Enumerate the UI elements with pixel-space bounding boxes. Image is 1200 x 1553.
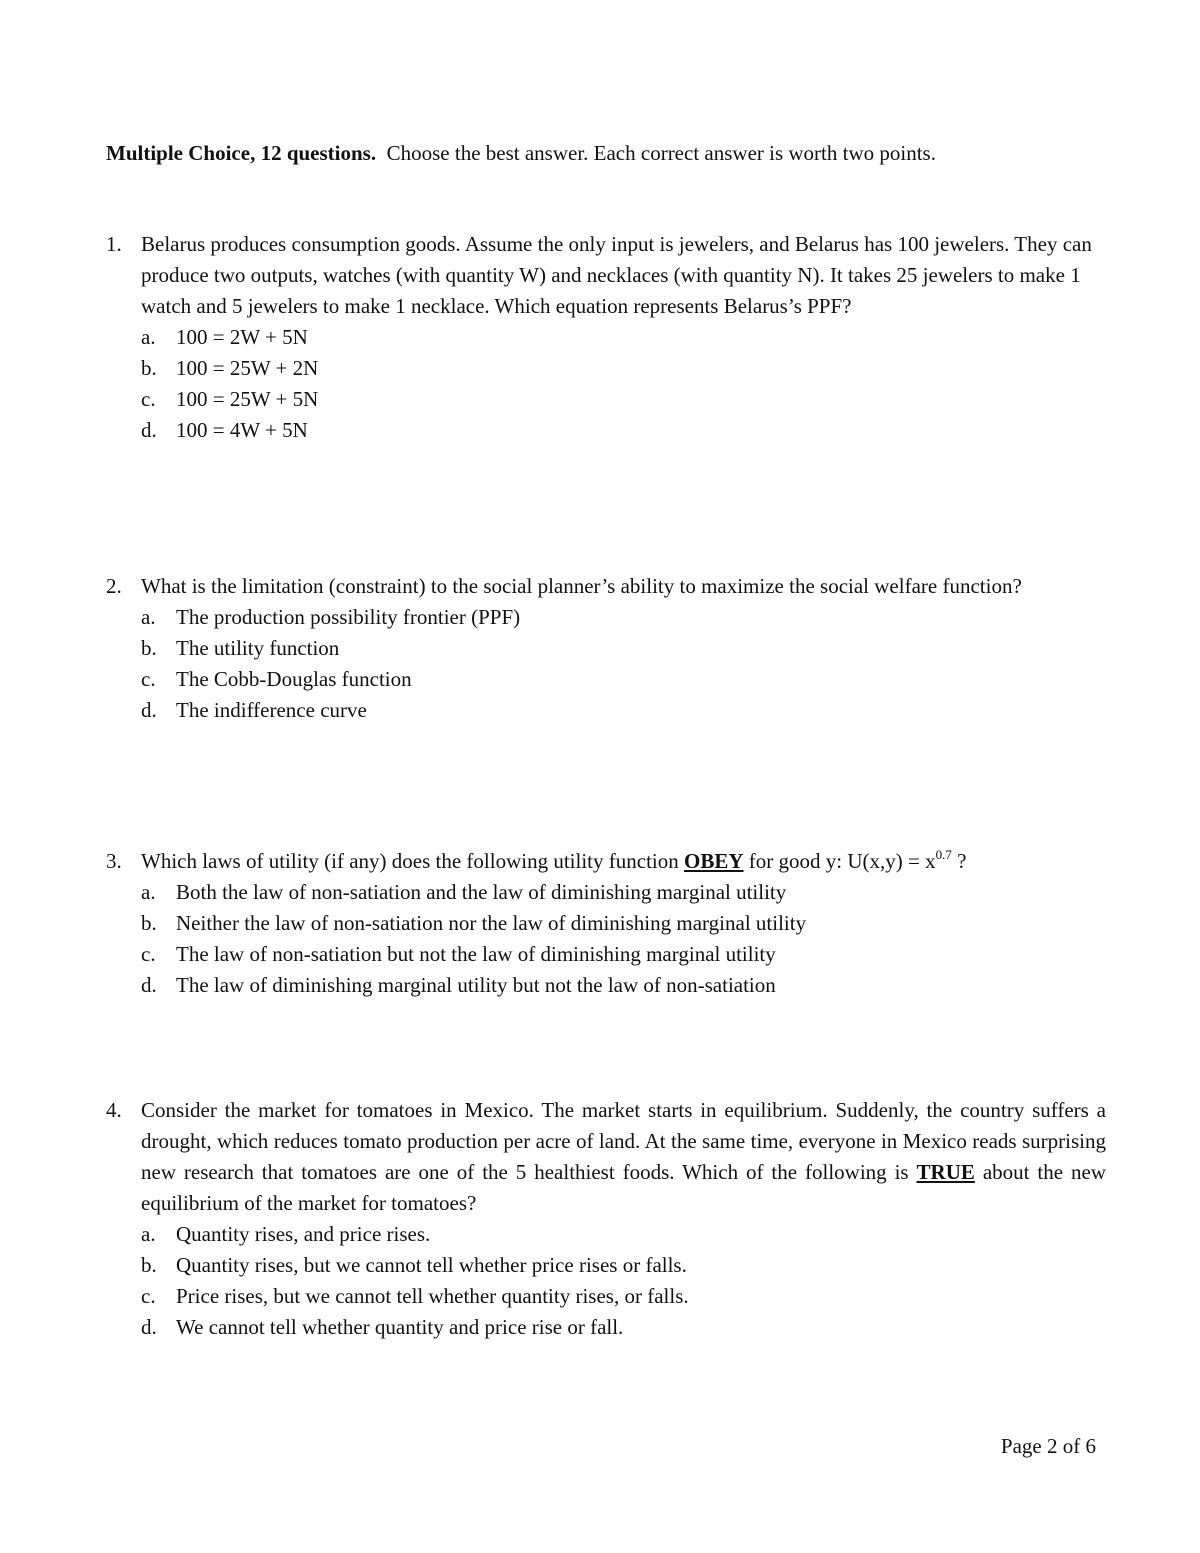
option-a[interactable] xyxy=(141,877,1106,908)
option-text: Quantity rises, and price rises. xyxy=(176,1222,431,1246)
question-number: 3. xyxy=(106,849,122,873)
question-text-start: Which laws of utility (if any) does the following utility function xyxy=(141,849,679,873)
question-1 xyxy=(106,229,1106,446)
option-letter: b. xyxy=(141,356,157,380)
page-number: Page 2 of 6 xyxy=(1000,1434,1096,1458)
option-text: 100 = 4W + 5N xyxy=(176,418,308,442)
option-letter: a. xyxy=(141,605,156,629)
option-a[interactable] xyxy=(141,322,1106,353)
option-letter: c. xyxy=(141,1284,156,1308)
option-b[interactable] xyxy=(141,908,1106,939)
question-text-continued: for good y: U(x,y) = x xyxy=(748,849,936,873)
option-d[interactable] xyxy=(141,1312,1106,1343)
option-text: Neither the law of non-satiation nor the law of diminishing marginal utility xyxy=(176,911,807,935)
option-text: 100 = 25W + 2N xyxy=(176,356,319,380)
question-text xyxy=(141,846,1106,877)
question-text: What is the limitation (constraint) to the social planner’s ability to maximize the social welfare function? xyxy=(141,574,1022,598)
emphasis-true: TRUE xyxy=(916,1160,975,1184)
option-letter: b. xyxy=(141,636,157,660)
question-text: Belarus produces consumption goods. Assume the only input is jewelers, and Belarus has 100 jewelers. They can produce two outputs, watches (with quantity W) and necklaces (with quantity N). It takes 25 jewelers to make 1 watch and 5 jewelers to make 1 necklace. Which equation represents Belarus’s PPF? xyxy=(141,232,1092,318)
question-text-continued: about the new equilibrium of the market for tomatoes? xyxy=(141,1160,1107,1215)
answer-options xyxy=(106,602,1106,726)
option-text: We cannot tell whether quantity and price rise or fall. xyxy=(176,1315,624,1339)
answer-options xyxy=(106,877,1106,1001)
option-text: The law of diminishing marginal utility but not the law of non-satiation xyxy=(176,973,776,997)
answer-options xyxy=(106,1219,1106,1343)
option-b[interactable] xyxy=(141,1250,1106,1281)
option-c[interactable] xyxy=(141,1281,1106,1312)
option-text: The law of non-satiation but not the law of diminishing marginal utility xyxy=(176,942,776,966)
instructions-text: Choose the best answer. Each correct answer is worth two points. xyxy=(386,141,936,165)
option-letter: d. xyxy=(141,1315,157,1339)
option-text: Price rises, but we cannot tell whether quantity rises, or falls. xyxy=(176,1284,689,1308)
option-letter: d. xyxy=(141,418,157,442)
option-text: The utility function xyxy=(176,636,340,660)
option-a[interactable] xyxy=(141,1219,1106,1250)
option-b[interactable] xyxy=(141,633,1106,664)
option-letter: a. xyxy=(141,880,156,904)
exponent: 0.7 xyxy=(935,847,952,862)
option-c[interactable] xyxy=(141,939,1106,970)
question-text-end: ? xyxy=(951,849,967,873)
option-b[interactable] xyxy=(141,353,1106,384)
option-text: The production possibility frontier (PPF) xyxy=(176,605,521,629)
option-d[interactable] xyxy=(141,695,1106,726)
question-number: 4. xyxy=(106,1098,122,1122)
option-c[interactable] xyxy=(141,384,1106,415)
instructions xyxy=(106,139,936,167)
option-text: 100 = 2W + 5N xyxy=(176,325,308,349)
option-letter: d. xyxy=(141,698,157,722)
option-letter: b. xyxy=(141,1253,157,1277)
option-letter: d. xyxy=(141,973,157,997)
option-text: Both the law of non-satiation and the law of diminishing marginal utility xyxy=(176,880,787,904)
question-text xyxy=(141,1095,1106,1219)
instructions-heading: Multiple Choice, 12 questions. xyxy=(106,141,377,165)
question-number: 2. xyxy=(106,574,122,598)
option-text: The Cobb-Douglas function xyxy=(176,667,412,691)
option-letter: a. xyxy=(141,325,156,349)
option-d[interactable] xyxy=(141,415,1106,446)
option-letter: a. xyxy=(141,1222,156,1246)
question-number: 1. xyxy=(106,232,122,256)
emphasis-obey: OBEY xyxy=(684,849,744,873)
option-text: Quantity rises, but we cannot tell whether price rises or falls. xyxy=(176,1253,687,1277)
option-d[interactable] xyxy=(141,970,1106,1001)
question-2 xyxy=(106,571,1106,726)
question-text-start: Consider the market for tomatoes in Mexico. The market starts in equilibrium. Suddenly, the country suffers a drought, which reduces tomato production per acre of land. At the same time, everyone in Mexico reads surprising new research that tomatoes are one of the 5 healthiest foods. Which of the following is xyxy=(141,1098,1106,1184)
option-letter: c. xyxy=(141,387,156,411)
question-4 xyxy=(106,1095,1106,1343)
option-text: The indifference curve xyxy=(176,698,367,722)
option-c[interactable] xyxy=(141,664,1106,695)
option-letter: c. xyxy=(141,942,156,966)
option-text: 100 = 25W + 5N xyxy=(176,387,319,411)
option-letter: b. xyxy=(141,911,157,935)
option-a[interactable] xyxy=(141,602,1106,633)
answer-options xyxy=(106,322,1106,446)
question-3 xyxy=(106,846,1106,1001)
option-letter: c. xyxy=(141,667,156,691)
